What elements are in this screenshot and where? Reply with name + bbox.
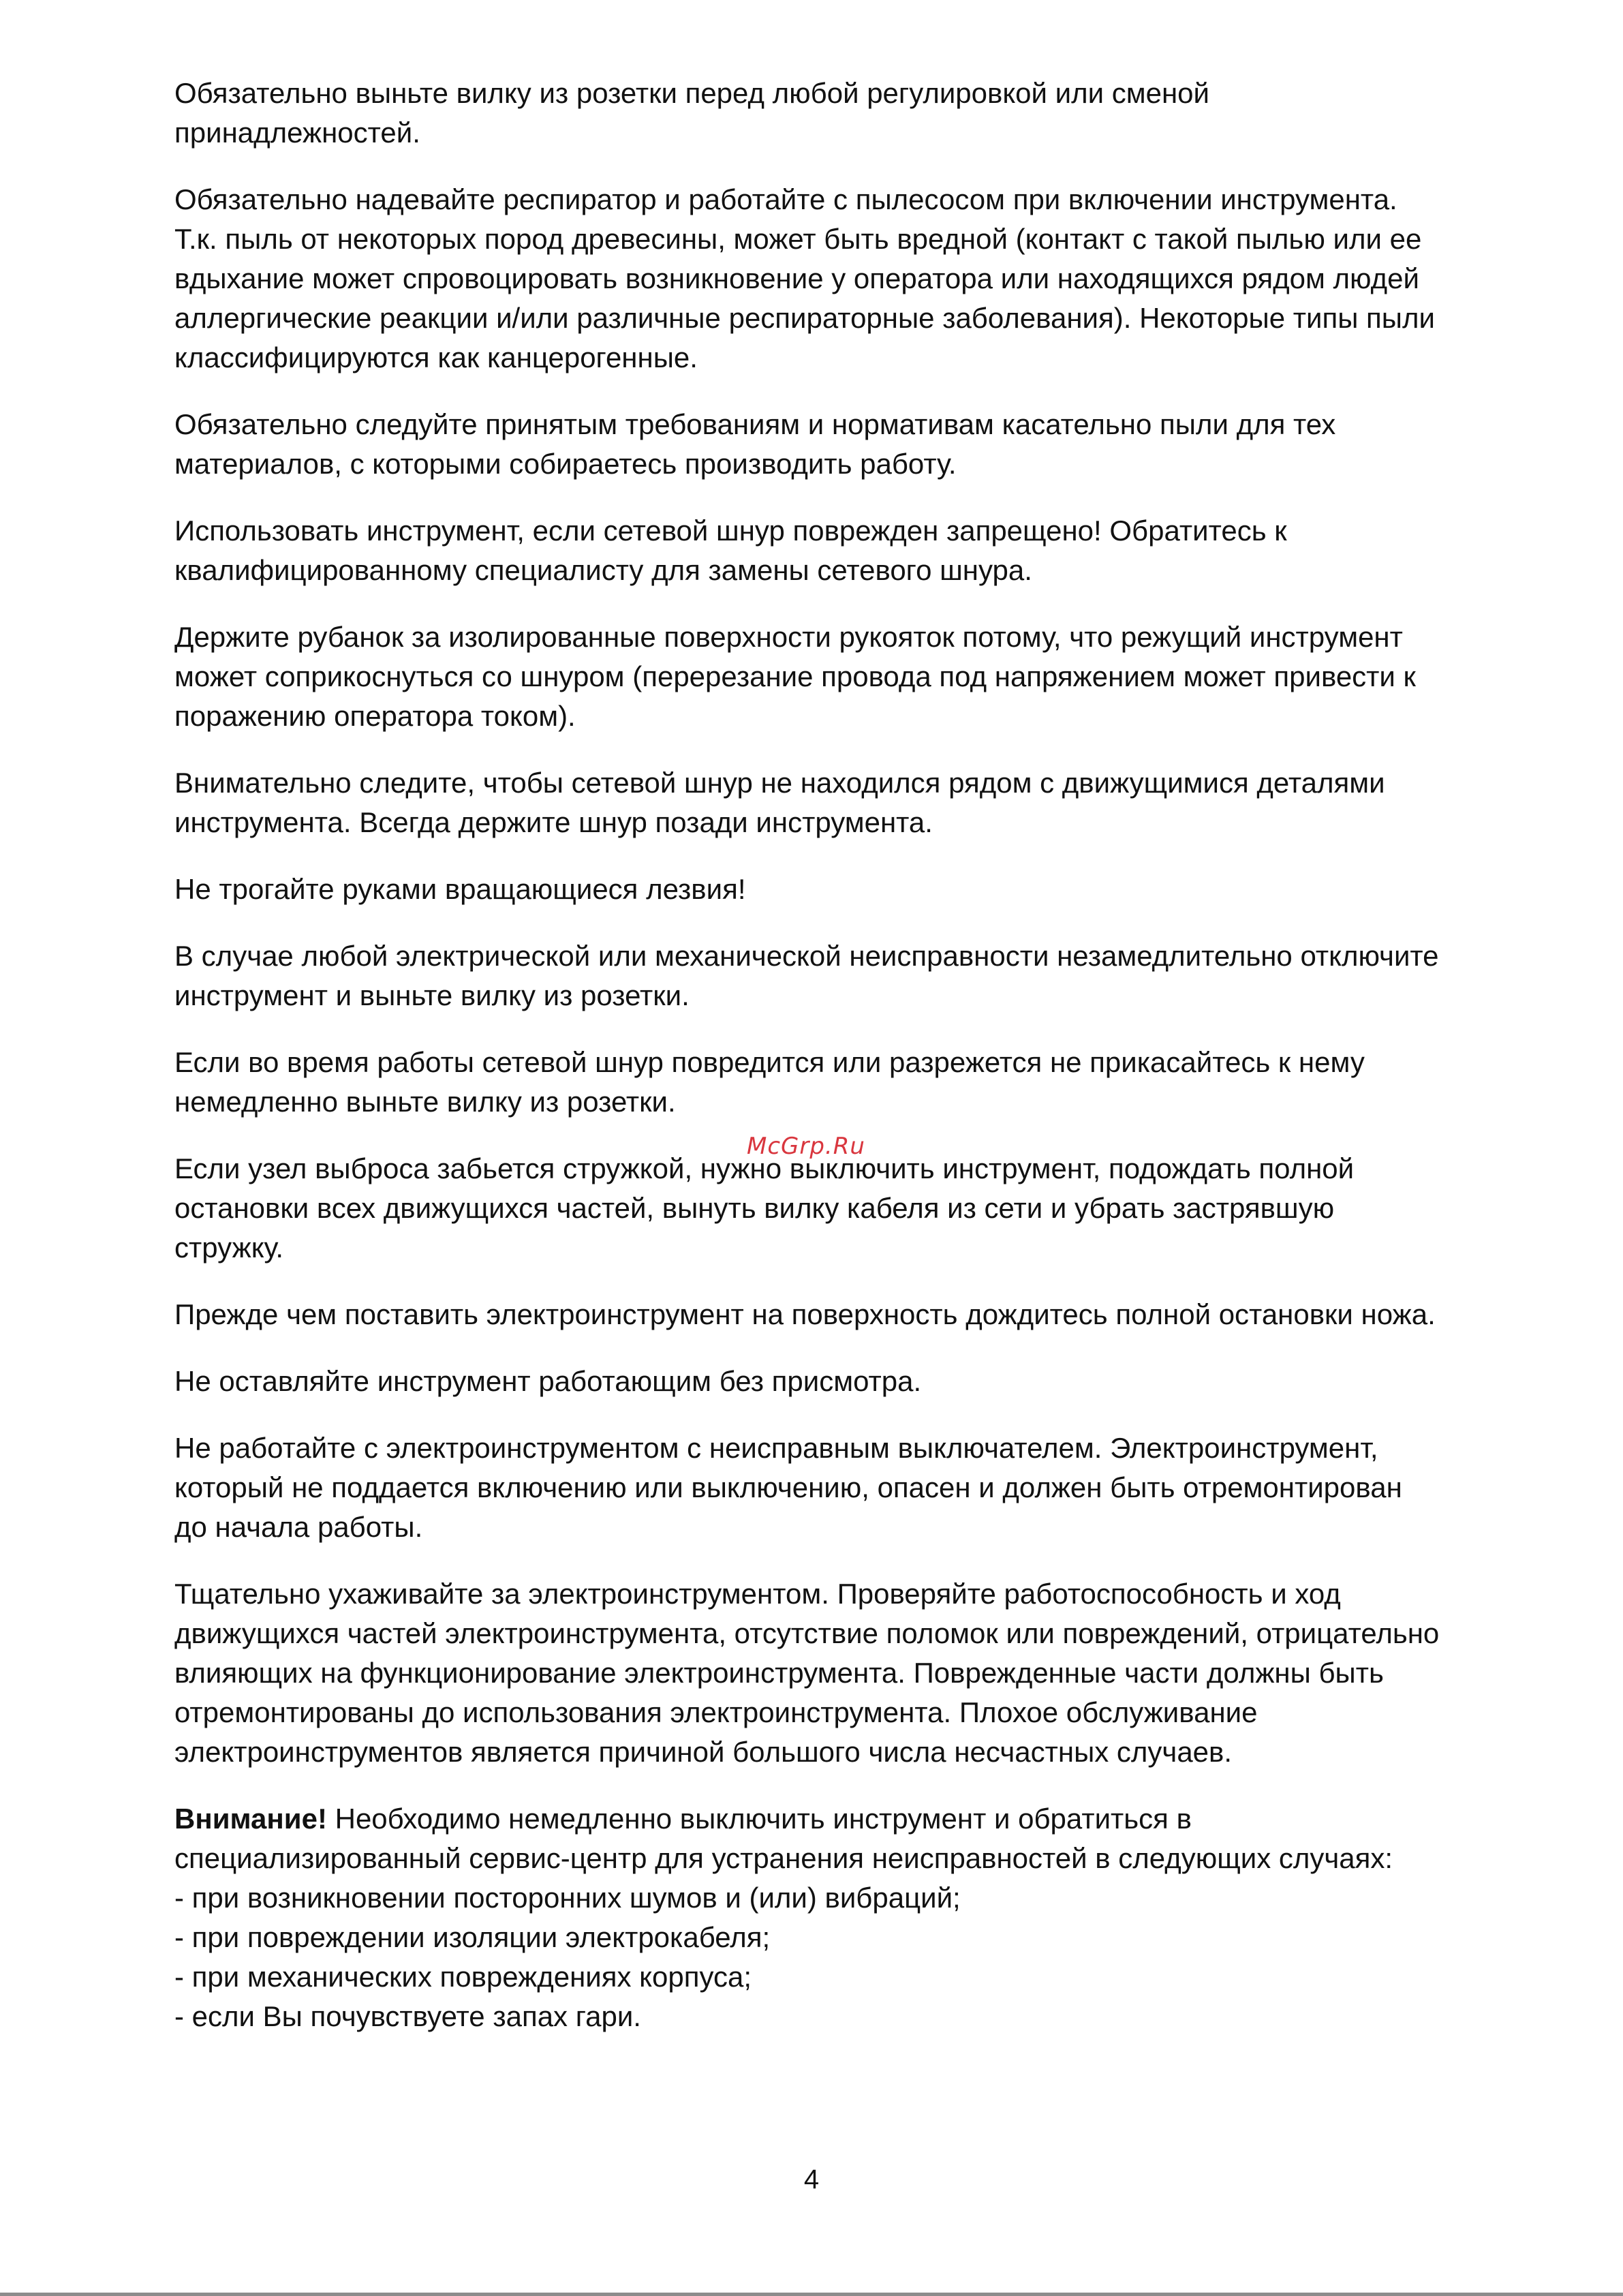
paragraph <box>174 180 1524 378</box>
paragraph-line: В случае любой электрической или механической неисправности незамедлительно отключите <box>174 940 1439 972</box>
paragraph <box>174 1149 1524 1268</box>
paragraph-line: влияющих на функционирование электроинструмента. Поврежденные части должны быть <box>174 1657 1384 1689</box>
warning-item: - при возникновении посторонних шумов и (или) вибраций; <box>174 1882 961 1914</box>
paragraph-line: движущихся частей электроинструмента, отсутствие поломок или повреждений, отрицательно <box>174 1617 1440 1649</box>
paragraph-line: материалов, с которыми собираетесь производить работу. <box>174 448 957 480</box>
bottom-divider <box>0 2293 1623 2296</box>
paragraph-line: Не оставляйте инструмент работающим без присмотра. <box>174 1365 922 1397</box>
paragraph-line: Если во время работы сетевой шнур повредится или разрежется не прикасайтесь к нему <box>174 1046 1365 1078</box>
paragraph-line: Не трогайте руками вращающиеся лезвия! <box>174 873 746 905</box>
paragraph-line: поражению оператора током). <box>174 700 576 732</box>
paragraph-line: Держите рубанок за изолированные поверхности рукояток потому, что режущий инструмент <box>174 621 1403 653</box>
paragraph-line: до начала работы. <box>174 1511 423 1543</box>
paragraph <box>174 1428 1524 1547</box>
paragraph-line: классифицируются как канцерогенные. <box>174 341 698 373</box>
paragraph-line: Прежде чем поставить электроинструмент на поверхность дождитесь полной остановки ножа. <box>174 1298 1436 1330</box>
paragraph <box>174 870 1524 909</box>
paragraph-line: квалифицированному специалисту для замены сетевого шнура. <box>174 554 1032 586</box>
paragraph-line: Внимательно следите, чтобы сетевой шнур не находился рядом с движущимися деталями <box>174 767 1385 799</box>
paragraph-line: принадлежностей. <box>174 117 420 149</box>
paragraph-line: стружку. <box>174 1231 284 1264</box>
paragraph-line: немедленно выньте вилку из розетки. <box>174 1086 676 1118</box>
paragraph-line: аллергические реакции и/или различные респираторные заболевания). Некоторые типы пыли <box>174 302 1435 334</box>
paragraph-line: вдыхание может спровоцировать возникновение у оператора или находящихся рядом людей <box>174 262 1419 294</box>
paragraph-line: Тщательно ухаживайте за электроинструментом. Проверяйте работоспособность и ход <box>174 1578 1341 1610</box>
page-number: 4 <box>803 2164 820 2194</box>
paragraph-line: остановки всех движущихся частей, вынуть вилку кабеля из сети и убрать застрявшую <box>174 1192 1335 1224</box>
paragraph <box>174 511 1524 590</box>
paragraph <box>174 405 1524 484</box>
paragraph <box>174 1362 1524 1401</box>
paragraph <box>174 617 1524 736</box>
warning-first-line-text: Необходимо немедленно выключить инструмент и обратиться в <box>326 1803 1192 1835</box>
paragraph-line: Т.к. пыль от некоторых пород древесины, может быть вредной (контакт с такой пылью или ее <box>174 223 1422 255</box>
watermark: McGrp.Ru <box>747 1133 865 1160</box>
safety-paragraphs <box>174 74 1524 1772</box>
paragraph-line: Обязательно выньте вилку из розетки перед любой регулировкой или сменой <box>174 77 1209 109</box>
paragraph-line: Обязательно надевайте респиратор и работайте с пылесосом при включении инструмента. <box>174 183 1397 215</box>
warning-item: - если Вы почувствуете запах гари. <box>174 2000 641 2032</box>
paragraph <box>174 1043 1524 1122</box>
warning-block <box>174 1799 1524 2036</box>
warning-label: Внимание! <box>174 1803 327 1835</box>
paragraph-line: отремонтированы до использования электроинструмента. Плохое обслуживание <box>174 1696 1258 1728</box>
paragraph-line: электроинструментов является причиной большого числа несчастных случаев. <box>174 1736 1233 1768</box>
document-body <box>174 74 1524 2064</box>
paragraph <box>174 936 1524 1015</box>
paragraph-line: может соприкоснуться со шнуром (перерезание провода под напряжением может привести к <box>174 660 1416 692</box>
paragraph-line: Не работайте с электроинструментом с неисправным выключателем. Электроинструмент, <box>174 1432 1378 1464</box>
paragraph-line: Если узел выброса забьется стружкой, нужно выключить инструмент, подождать полной <box>174 1152 1355 1184</box>
warning-first-line <box>174 1799 1524 1839</box>
paragraph <box>174 1574 1524 1772</box>
paragraph <box>174 1295 1524 1334</box>
paragraph-line: Обязательно следуйте принятым требованиям и нормативам касательно пыли для тех <box>174 408 1336 440</box>
warning-item: - при повреждении изоляции электрокабеля; <box>174 1921 771 1953</box>
warning-second-line: специализированный сервис-центр для устранения неисправностей в следующих случаях: <box>174 1842 1393 1874</box>
paragraph-line: инструмента. Всегда держите шнур позади инструмента. <box>174 806 933 838</box>
paragraph <box>174 763 1524 842</box>
paragraph-line: Использовать инструмент, если сетевой шнур поврежден запрещено! Обратитесь к <box>174 515 1287 547</box>
warning-item: - при механических повреждениях корпуса; <box>174 1961 752 1993</box>
paragraph-line: который не поддается включению или выключению, опасен и должен быть отремонтирован <box>174 1471 1402 1503</box>
paragraph-line: инструмент и выньте вилку из розетки. <box>174 979 690 1011</box>
paragraph <box>174 74 1524 153</box>
